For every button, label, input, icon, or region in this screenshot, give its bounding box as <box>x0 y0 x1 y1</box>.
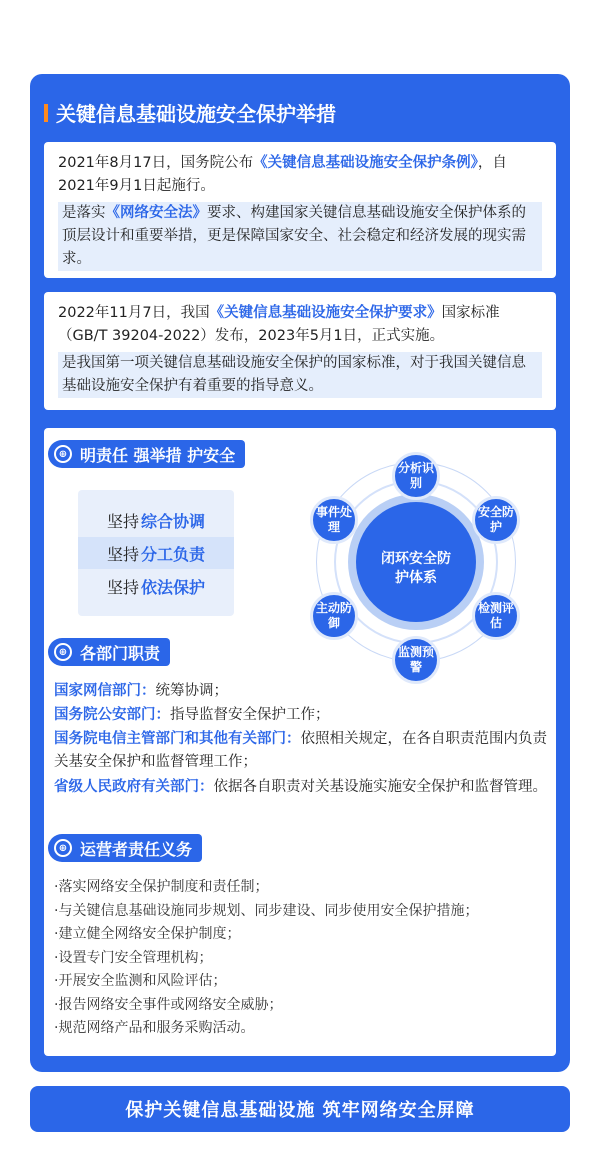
dept-item <box>54 728 548 774</box>
dept-name: 国务院公安部门： <box>54 707 170 723</box>
card1-hl-pre: 是落实 <box>62 205 106 221</box>
principle-pre: 坚持 <box>106 577 139 597</box>
duty-item: ·建立健全网络安全保护制度； <box>54 926 241 942</box>
section3-heading-text: 运营者责任义务 <box>80 839 193 859</box>
section2-heading <box>48 638 170 666</box>
dept-duty: 依照相关规定，在各自职责范围内负责关基安全保护和监督管理工作； <box>54 731 547 770</box>
slogan-banner: 保护关键信息基础设施 筑牢网络安全屏障 <box>30 1086 570 1132</box>
principle-keyword: 综合协调 <box>141 511 206 531</box>
shield-icon: ⊕ <box>54 445 72 463</box>
info-card-standard <box>44 292 556 410</box>
principle-row <box>78 504 234 536</box>
section3-heading <box>48 834 202 862</box>
page-title-text: 关键信息基础设施安全保护举措 <box>56 102 336 126</box>
node-protection: 安全防护 <box>472 496 520 544</box>
card1-post: ，自2021年9月1日起施行。 <box>58 155 507 194</box>
dept-duty: 依据各自职责对关基设施实施安全保护和监督管理。 <box>213 779 547 795</box>
node-analysis: 分析识别 <box>392 452 440 500</box>
principles-box <box>78 490 234 616</box>
section2-heading-text: 各部门职责 <box>80 643 161 663</box>
title-accent-bar <box>44 104 48 122</box>
page-title <box>44 98 336 127</box>
shield-icon: ⊕ <box>54 839 72 857</box>
duty-item: ·落实网络安全保护制度和责任制； <box>54 879 269 895</box>
principle-pre: 坚持 <box>106 544 139 564</box>
card1-keyword: 《关键信息基础设施安全保护条例》 <box>253 155 478 171</box>
card1-statement <box>58 152 542 198</box>
card1-hl-post: 要求、构建国家关键信息基础设施安全保护体系的顶层设计和重要举措，更是保障国家安全、社会稳定和经济发展的现实需求。 <box>62 205 526 267</box>
principle-pre: 坚持 <box>106 511 139 531</box>
node-incident: 事件处理 <box>310 496 358 544</box>
section1-heading <box>48 440 245 468</box>
principle-keyword: 依法保护 <box>141 577 206 597</box>
card2-statement <box>58 302 542 348</box>
card2-post: 国家标准（GB/T 39204-2022）发布，2023年5月1日，正式实施。 <box>58 305 500 344</box>
card2-highlight: 是我国第一项关键信息基础设施安全保护的国家标准，对于我国关键信息基础设施安全保护有着重要的指导意义。 <box>58 352 542 398</box>
info-card-regulation <box>44 142 556 278</box>
dept-item <box>54 680 548 703</box>
node-monitoring: 监测预警 <box>392 636 440 684</box>
node-defense: 主动防御 <box>310 592 358 640</box>
principle-row <box>78 570 234 602</box>
card2-keyword: 《关键信息基础设施安全保护要求》 <box>209 305 442 321</box>
duty-item: ·规范网络产品和服务采购活动。 <box>54 1020 255 1036</box>
duty-item: ·报告网络安全事件或网络安全威胁； <box>54 996 283 1013</box>
dept-name: 国家网信部门： <box>54 683 156 699</box>
dept-duty: 指导监督安全保护工作； <box>170 707 330 723</box>
dept-item <box>54 704 548 727</box>
card1-highlight <box>58 202 542 271</box>
center-label: 闭环安全防护体系 <box>381 551 451 586</box>
section1-heading-text: 明责任 强举措 护安全 <box>80 445 236 465</box>
duty-item: ·与关键信息基础设施同步规划、同步建设、同步使用安全保护措施； <box>54 902 479 919</box>
dept-duty: 统筹协调； <box>155 683 228 699</box>
card1-hl-keyword: 《网络安全法》 <box>105 205 207 221</box>
card2-pre: 2022年11月7日，我国 <box>58 305 210 321</box>
shield-icon: ⊕ <box>54 643 72 661</box>
duty-item: ·设置专门安全管理机构； <box>54 949 213 966</box>
node-evaluation: 检测评估 <box>472 592 520 640</box>
dept-name: 省级人民政府有关部门： <box>54 779 214 795</box>
duty-item: ·开展安全监测和风险评估； <box>54 973 227 989</box>
principle-keyword: 分工负责 <box>141 544 206 564</box>
duties-list <box>54 876 548 1041</box>
principle-row <box>78 537 234 569</box>
dept-name: 国务院电信主管部门和其他有关部门： <box>54 731 301 747</box>
card1-pre: 2021年8月17日，国务院公布 <box>58 155 254 171</box>
dept-item <box>54 776 548 799</box>
